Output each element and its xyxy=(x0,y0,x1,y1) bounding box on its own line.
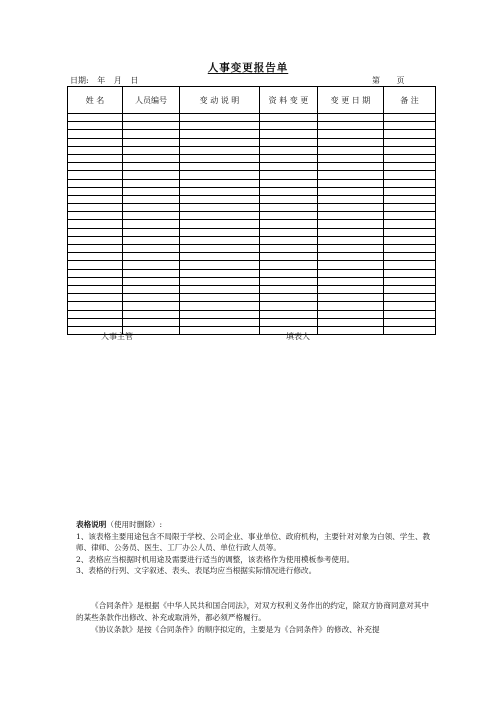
table-cell xyxy=(180,236,260,244)
table-cell xyxy=(318,171,384,179)
table-cell xyxy=(68,228,123,236)
instructions-heading xyxy=(76,519,432,531)
table-cell xyxy=(318,130,384,138)
table-row xyxy=(68,212,436,220)
table-cell xyxy=(68,187,123,195)
hr-manager-signature-label: 人事主管 xyxy=(101,332,133,341)
table-header-row xyxy=(68,87,436,114)
table-cell xyxy=(123,269,180,277)
table-row xyxy=(68,163,436,171)
table-cell xyxy=(68,285,123,293)
table-row xyxy=(68,171,436,179)
table-cell xyxy=(384,187,436,195)
table-cell xyxy=(260,179,318,187)
table-cell xyxy=(318,122,384,130)
table-cell xyxy=(123,195,180,203)
table-cell xyxy=(260,114,318,122)
table-cell xyxy=(180,122,260,130)
table-cell xyxy=(180,130,260,138)
table-cell xyxy=(318,236,384,244)
table-cell xyxy=(384,277,436,285)
table-cell xyxy=(123,302,180,310)
table-cell xyxy=(180,302,260,310)
table-row xyxy=(68,204,436,212)
table-cell xyxy=(123,114,180,122)
page-number-label: 第 页 xyxy=(372,76,405,85)
table-cell xyxy=(68,236,123,244)
table-row xyxy=(68,310,436,318)
contract-conditions-text: 《合同条件》是根据《中华人民共和国合同法》，对双方权利义务作出的约定，除双方协商同意对其中的某些条款作出修改、补充或取消外，都必须严格履行。 xyxy=(76,601,429,622)
table-cell xyxy=(123,253,180,261)
table-cell xyxy=(180,163,260,171)
table-cell xyxy=(384,154,436,162)
table-cell xyxy=(384,228,436,236)
table-cell xyxy=(123,236,180,244)
table-cell xyxy=(384,122,436,130)
table-body xyxy=(68,114,436,335)
table-cell xyxy=(123,245,180,253)
table-cell xyxy=(68,163,123,171)
table-cell xyxy=(180,245,260,253)
table-cell xyxy=(318,326,384,334)
table-cell xyxy=(260,171,318,179)
date-label: 日期: 年 月 日 xyxy=(70,76,139,85)
table-cell xyxy=(318,228,384,236)
table-cell xyxy=(384,310,436,318)
table-row xyxy=(68,261,436,269)
table-cell xyxy=(384,302,436,310)
table-cell xyxy=(260,212,318,220)
table-cell xyxy=(260,228,318,236)
table-cell xyxy=(68,171,123,179)
table-cell xyxy=(318,114,384,122)
table-cell xyxy=(68,318,123,326)
header-change-description: 变 动 说 明 xyxy=(180,87,260,114)
table-cell xyxy=(318,302,384,310)
table-cell xyxy=(260,310,318,318)
contract-paragraph xyxy=(76,600,432,636)
table-cell xyxy=(260,204,318,212)
table-cell xyxy=(180,138,260,146)
table-cell xyxy=(384,195,436,203)
table-row xyxy=(68,138,436,146)
table-cell xyxy=(384,146,436,154)
table-row xyxy=(68,187,436,195)
table-cell xyxy=(123,277,180,285)
table-cell xyxy=(384,220,436,228)
table-cell xyxy=(180,212,260,220)
header-remarks: 备 注 xyxy=(384,87,436,114)
instruction-item: 2、表格应当根据时机用途及需要进行适当的调整，该表格作为使用模板参考使用。 xyxy=(76,554,355,564)
table-cell xyxy=(68,294,123,302)
table-cell xyxy=(180,220,260,228)
table-cell xyxy=(384,138,436,146)
table-cell xyxy=(384,212,436,220)
table-cell xyxy=(318,204,384,212)
table-cell xyxy=(68,269,123,277)
table-cell xyxy=(180,310,260,318)
table-cell xyxy=(260,245,318,253)
table-cell xyxy=(260,269,318,277)
table-row xyxy=(68,253,436,261)
table-row xyxy=(68,130,436,138)
table-cell xyxy=(123,163,180,171)
table-cell xyxy=(260,294,318,302)
table-row xyxy=(68,114,436,122)
table-cell xyxy=(68,179,123,187)
table-cell xyxy=(318,187,384,195)
table-cell xyxy=(123,228,180,236)
table-cell xyxy=(318,245,384,253)
table-cell xyxy=(384,130,436,138)
table-cell xyxy=(180,253,260,261)
table-row xyxy=(68,318,436,326)
table-cell xyxy=(318,179,384,187)
instructions-heading-bold: 表格说明 xyxy=(76,520,107,529)
table-cell xyxy=(180,171,260,179)
table-cell xyxy=(180,195,260,203)
table-row xyxy=(68,146,436,154)
table-cell xyxy=(260,285,318,293)
table-cell xyxy=(180,269,260,277)
table-cell xyxy=(318,138,384,146)
table-cell xyxy=(68,138,123,146)
table-cell xyxy=(180,146,260,154)
table-cell xyxy=(180,277,260,285)
table-cell xyxy=(384,261,436,269)
table-cell xyxy=(180,294,260,302)
table-cell xyxy=(123,179,180,187)
table-cell xyxy=(68,253,123,261)
table-cell xyxy=(260,187,318,195)
table-cell xyxy=(384,318,436,326)
table-cell xyxy=(260,253,318,261)
table-cell xyxy=(123,122,180,130)
header-name: 姓 名 xyxy=(68,87,123,114)
table-row xyxy=(68,179,436,187)
table-row xyxy=(68,154,436,162)
table-cell xyxy=(180,326,260,334)
table-cell xyxy=(384,285,436,293)
table-cell xyxy=(123,204,180,212)
table-cell xyxy=(384,171,436,179)
table-row xyxy=(68,228,436,236)
table-row xyxy=(68,302,436,310)
table-cell xyxy=(180,187,260,195)
table-cell xyxy=(384,204,436,212)
table-cell xyxy=(123,310,180,318)
table-cell xyxy=(123,294,180,302)
table-cell xyxy=(318,195,384,203)
table-cell xyxy=(68,130,123,138)
table-cell xyxy=(68,245,123,253)
table-cell xyxy=(68,261,123,269)
table-row xyxy=(68,294,436,302)
table-cell xyxy=(260,122,318,130)
table-cell xyxy=(384,236,436,244)
table-cell xyxy=(318,277,384,285)
table-cell xyxy=(123,154,180,162)
agreement-terms-text: 《协议条款》是按《合同条件》的顺序拟定的，主要是为《合同条件》的修改、补充提 xyxy=(91,625,380,634)
table-cell xyxy=(318,318,384,326)
table-cell xyxy=(260,163,318,171)
table-cell xyxy=(123,146,180,154)
table-cell xyxy=(318,163,384,171)
table-row xyxy=(68,195,436,203)
header-data-change: 资 料 变 更 xyxy=(260,87,318,114)
table-cell xyxy=(68,204,123,212)
table-row xyxy=(68,285,436,293)
table-cell xyxy=(68,302,123,310)
table-cell xyxy=(260,220,318,228)
table-cell xyxy=(123,187,180,195)
table-cell xyxy=(68,146,123,154)
table-cell xyxy=(318,154,384,162)
table-cell xyxy=(68,114,123,122)
table-cell xyxy=(384,179,436,187)
table-cell xyxy=(68,220,123,228)
header-change-date: 变 更 日 期 xyxy=(318,87,384,114)
table-cell xyxy=(180,114,260,122)
table-cell xyxy=(68,122,123,130)
table-cell xyxy=(384,326,436,334)
instruction-item: 1、该表格主要用途包含不局限于学校、公司企业、事业单位、政府机构，主要针对对象为白领、学生、教师、律师、公务员、医生、工厂办公人员、单位行政人员等。 xyxy=(76,531,431,552)
table-cell xyxy=(68,310,123,318)
table-row xyxy=(68,269,436,277)
table-cell xyxy=(180,154,260,162)
table-cell xyxy=(318,269,384,277)
table-cell xyxy=(260,130,318,138)
instruction-item: 3、表格的行列、文字叙述、表头、表尾均应当根据实际情况进行修改。 xyxy=(76,566,317,575)
header-employee-id: 人员编号 xyxy=(123,87,180,114)
table-row xyxy=(68,220,436,228)
table-cell xyxy=(68,277,123,285)
table-cell xyxy=(123,212,180,220)
table-cell xyxy=(260,154,318,162)
table-cell xyxy=(260,261,318,269)
table-cell xyxy=(384,294,436,302)
table-cell xyxy=(123,318,180,326)
table-cell xyxy=(180,261,260,269)
table-cell xyxy=(260,277,318,285)
table-cell xyxy=(123,220,180,228)
table-cell xyxy=(260,138,318,146)
table-cell xyxy=(318,212,384,220)
table-cell xyxy=(318,261,384,269)
form-instructions xyxy=(76,519,432,577)
table-cell xyxy=(68,195,123,203)
table-cell xyxy=(318,285,384,293)
table-cell xyxy=(123,171,180,179)
table-row xyxy=(68,122,436,130)
table-cell xyxy=(180,318,260,326)
table-cell xyxy=(318,253,384,261)
table-cell xyxy=(318,146,384,154)
table-cell xyxy=(123,130,180,138)
table-cell xyxy=(260,195,318,203)
table-cell xyxy=(260,302,318,310)
table-cell xyxy=(260,236,318,244)
table-cell xyxy=(384,114,436,122)
table-cell xyxy=(180,204,260,212)
table-row xyxy=(68,245,436,253)
table-cell xyxy=(318,294,384,302)
table-cell xyxy=(180,228,260,236)
table-cell xyxy=(68,154,123,162)
table-row xyxy=(68,236,436,244)
table-cell xyxy=(384,245,436,253)
table-cell xyxy=(318,220,384,228)
table-cell xyxy=(318,310,384,318)
instructions-heading-suffix: （使用时删除）: xyxy=(106,520,163,529)
form-filler-signature-label: 填表人 xyxy=(286,332,310,341)
table-cell xyxy=(180,285,260,293)
table-cell xyxy=(260,146,318,154)
change-report-table xyxy=(67,86,436,335)
table-cell xyxy=(384,253,436,261)
table-cell xyxy=(123,285,180,293)
table-cell xyxy=(384,163,436,171)
table-cell xyxy=(180,179,260,187)
table-cell xyxy=(123,261,180,269)
table-cell xyxy=(123,138,180,146)
table-cell xyxy=(260,318,318,326)
table-cell xyxy=(384,269,436,277)
document-title: 人事变更报告单 xyxy=(207,62,289,74)
table-cell xyxy=(68,212,123,220)
table-row xyxy=(68,277,436,285)
